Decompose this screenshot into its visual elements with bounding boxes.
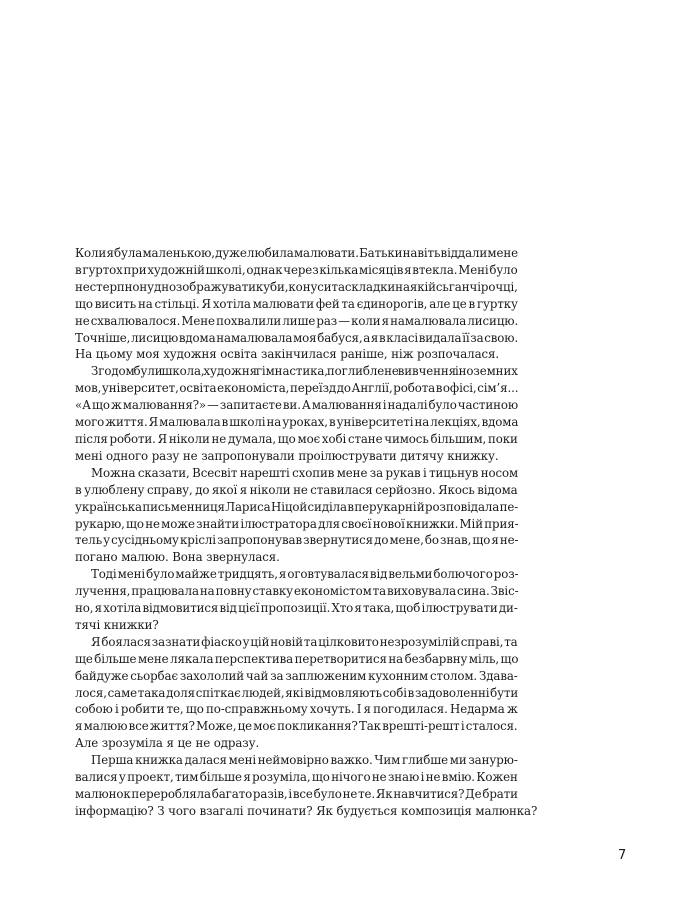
paragraph [75,465,518,566]
text-line: собою і робити те, що по-справжньому хочуть. І я погодилася. Недарма ж [75,702,518,717]
text-line: Точніше, лисицю вдома намалювала моя бабуся, а я в класі видала її за свою. [75,330,519,345]
page-number: 7 [618,848,627,863]
text-line: нестерпно нудно зображувати куби, конуси та складки на якійсь ганчірочці, [75,279,518,294]
text-line: ще більше мене лякала перспектива перетворитися на безбарвну міль, що [75,651,519,666]
text-line: лося, саме така доля спіткає людей, які відмовляють собі в задоволенні бути [75,685,519,700]
text-line: Коли я була маленькою, дуже любила малювати. Батьки навіть віддали мене [75,246,519,260]
paragraph [75,566,518,634]
body-text [75,245,538,820]
text-line: Але зрозуміла я це не одразу. [75,736,260,751]
text-line: погано малюю. Вона звернулася. [75,550,280,565]
text-line: після роботи. Я ніколи не думала, що моє хобі стане чимось більшим, поки [75,431,518,446]
text-line: Згодом були школа, художня гімнастика, поглиблене вивчення іноземних [91,364,518,379]
text-line: На цьому моя художня освіта закінчилася раніше, ніж розпочалася. [75,347,500,362]
text-line: що висить на стільці. Я хотіла малювати фей та єдинорогів, але це в гуртку [75,296,518,311]
paragraph [75,752,538,820]
text-line: тель у сусідньому кріслі запропонував звернутися до мене, бо знав, що я не- [75,533,519,548]
text-line: Тоді мені було майже тридцять, я оговтувалася від вельми болючого роз- [91,567,519,582]
text-line: «А що ж малювання?» — запитаєте ви. А малювання і надалі було частиною [75,398,519,413]
paragraph [75,245,518,363]
text-line: но, я хотіла відмовитися від цієї пропозиції. Хто я така, щоб ілюструвати ди- [75,601,518,616]
text-line: тячі книжки? [75,617,159,632]
text-line: валися у проект, тим більше я розуміла, що нічого не знаю і не вмію. Кожен [75,770,518,785]
text-line: українська письменниця Лариса Ніцой сиділа в перукарні й розповідала пе- [75,499,519,514]
text-line: мені одного разу не запропонували проілюструвати дитячу книжку. [75,448,499,463]
text-line: в улюблену справу, до якої я ніколи не ставилася серйозно. Якось відома [75,482,518,497]
text-line: мов, університет, освіта економіста, переїзд до Англії, робота в офісі, сім’я... [75,381,519,396]
text-line: Я боялася зазнати фіаско у цій новій та цілковито незрозумілій справі, та [91,634,518,649]
text-line: я малюю все життя? Може, це моє покликання? Так врешті-решт і сталося. [75,719,518,734]
text-line: інформацію? З чого взагалі починати? Як будується композиція малюнка? [75,803,538,818]
paragraph [75,634,518,752]
text-line: мого життя. Я малювала в школі на уроках, в університеті на лекціях, вдома [75,415,519,430]
text-line: в гуртох при художній школі, однак через кілька місяців я втекла. Мені було [75,262,518,277]
text-line: байдуже сьорбає захололий чай за заплюженим кухонним столом. Здава- [75,668,518,683]
text-line: не схвалювалося. Мене похвалили лише раз — коли я намалювала лисицю. [75,313,519,328]
text-line: рукарю, що не може знайти ілюстратора для своєї нової книжки. Мій прия- [75,516,519,531]
text-line: Можна сказати, Всесвіт нарешті схопив мене за рукав і тицьнув носом [91,465,519,480]
text-line: Перша книжка далася мені неймовірно важко. Чим глибше ми занурю- [91,753,518,768]
text-line: малюнок переробляла багато разів, і все було не те. Як навчитися? Де брати [75,787,518,801]
paragraph [75,363,518,464]
text-line: лучення, працювала на повну ставку економістом та виховувала сина. Звіс- [75,584,519,599]
